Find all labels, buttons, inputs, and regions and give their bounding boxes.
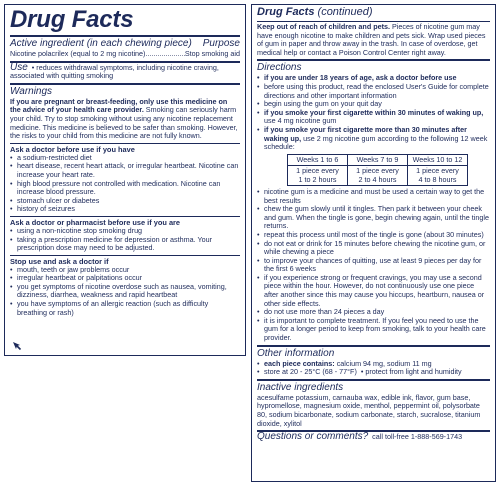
divider	[257, 345, 490, 347]
table-cell	[288, 166, 348, 186]
list-item: • to improve your chances of quitting, use at least 9 pieces per day for the first 6 weeks	[257, 257, 490, 274]
divider	[257, 59, 490, 61]
list-item: • chew the gum slowly until it tingles. Then park it between your cheek and gum. When the tingle is gone, begin chewing again, until the tingle returns.	[257, 205, 490, 231]
list-item: • a sodium-restricted diet	[10, 154, 240, 163]
divider	[10, 255, 240, 256]
cell-line: 1 to 2 hours	[298, 174, 337, 184]
active-ingredient-name: Nicotine polacrilex (equal to 2 mg nicotine)	[10, 49, 146, 58]
page-title: Drug Facts	[10, 6, 134, 33]
table-cell	[348, 166, 408, 186]
purpose-heading: Purpose	[202, 38, 240, 49]
list-item: • do not use more than 24 pieces a day	[257, 308, 490, 317]
cell-line: 1 piece every	[296, 166, 339, 176]
divider	[10, 143, 240, 144]
divider	[10, 83, 240, 85]
other-information-heading: Other information	[257, 347, 335, 359]
list-item: • it is important to complete treatment. If you feel you need to use the gum for a longer period to keep from smoking, talk to your health care provider.	[257, 317, 490, 343]
cell-line: 1 piece every	[416, 166, 459, 176]
drug-facts-left-panel	[4, 4, 246, 356]
keep-out-paragraph	[257, 23, 490, 57]
other-information-list	[257, 360, 490, 377]
list-item: • repeat this process until most of the tingle is gone (about 30 minutes)	[257, 231, 490, 240]
direction-text: use 2 mg nicotine gum according to the following 12 week schedule:	[264, 133, 488, 152]
list-item: • before using this product, read the enclosed User's Guide for complete directions and other important information	[257, 83, 490, 100]
questions-row	[257, 433, 490, 442]
list-item	[257, 126, 490, 152]
active-ingredient-heading: Active ingredient (in each chewing piece)	[10, 38, 192, 49]
other-bold: each piece contains:	[264, 358, 335, 368]
cell-line: 2 to 4 hours	[358, 174, 397, 184]
ask-pharmacist-list	[10, 227, 240, 253]
list-item: • do not eat or drink for 15 minutes before chewing the nicotine gum, or while chewing a piece	[257, 240, 490, 257]
table-header-cell: Weeks 1 to 6	[288, 154, 348, 165]
list-item: • high blood pressure not controlled with medication. Nicotine can increase blood pressure.	[10, 180, 240, 197]
table-row	[288, 166, 468, 186]
list-item: • you have symptoms of an allergic reaction (such as difficulty breathing or rash)	[10, 300, 240, 317]
list-item: • stomach ulcer or diabetes	[10, 197, 240, 206]
inactive-ingredients-heading: Inactive ingredients	[257, 381, 344, 393]
active-ingredient-row	[10, 50, 240, 59]
warnings-paragraph	[10, 98, 240, 141]
continued-title	[257, 6, 490, 19]
list-item: • using a non-nicotine stop smoking drug	[10, 227, 240, 236]
table-cell	[408, 166, 468, 186]
dosing-schedule-table	[287, 154, 468, 186]
protect-text: protect from light and humidity	[365, 367, 462, 377]
use-label: Use	[10, 61, 28, 73]
divider	[257, 379, 490, 381]
list-item: • nicotine gum is a medicine and must be used a certain way to get the best results	[257, 188, 490, 205]
directions-heading: Directions	[257, 62, 302, 74]
keep-out-bold: Keep out of reach of children and pets.	[257, 22, 390, 31]
drug-facts-right-panel	[251, 4, 496, 482]
directions-list	[257, 74, 490, 151]
table-row	[288, 154, 468, 165]
cell-line: 1 piece every	[356, 166, 399, 176]
use-text-1: • reduces withdrawal symptoms, including nicotine craving,	[31, 62, 219, 72]
direction-bold: if you smoke your first cigarette within 30 minutes of waking up,	[264, 107, 484, 117]
keep-out-text: Pieces of nicotine gum may have enough nicotine to make children and pets sick. Wrap used pieces of gum in paper and throw away in the trash. In case of overdose, get medical help or contact a Poison Control Center right away.	[257, 22, 486, 57]
continued-label: (continued)	[317, 6, 373, 18]
arrow-icon	[12, 341, 22, 351]
questions-text: call toll-free 1-888-569-1743	[372, 432, 463, 442]
divider	[10, 35, 240, 37]
direction-bold: if you smoke your first cigarette more than 30 minutes after waking up,	[264, 124, 467, 143]
list-item: • if you experience strong or frequent cravings, you may use a second piece within the hour. However, do not continuously use one piece after another since this may cause you hiccups, heartburn, nausea or other side effects.	[257, 274, 490, 308]
list-item: • taking a prescription medicine for depression or asthma. Your prescription dose may need to be adjusted.	[10, 236, 240, 253]
warnings-heading: Warnings	[10, 85, 53, 97]
list-item: • store at 20 - 25°C (68 - 77°F) • protect from light and humidity	[257, 368, 490, 377]
stop-use-list	[10, 266, 240, 318]
warnings-text: Smoking can seriously harm your child. Try to stop smoking without using any nicotine replacement medicine. This medicine is believed to be safer than smoking. However, the risks to your child from this medicine are not fully known.	[10, 105, 238, 141]
dot-leader	[145, 50, 184, 59]
stop-use-heading: Stop use and ask a doctor if	[10, 256, 109, 266]
warnings-bold: If you are pregnant or breast-feeding, only use this medicine on the advice of your health care provider.	[10, 96, 228, 115]
list-item: • begin using the gum on your quit day	[257, 100, 490, 109]
list-item: • mouth, teeth or jaw problems occur	[10, 266, 240, 275]
list-item: • heart disease, recent heart attack, or irregular heartbeat. Nicotine can increase your heart rate.	[10, 162, 240, 179]
list-item: • irregular heartbeat or palpitations occur	[10, 274, 240, 283]
use-text-2: associated with quitting smoking	[10, 71, 114, 81]
directions-list-continued	[257, 188, 490, 343]
list-item: • history of seizures	[10, 205, 240, 214]
divider	[10, 216, 240, 217]
ask-pharmacist-heading: Ask a doctor or pharmacist before use if you are	[10, 217, 181, 227]
continued-title-main: Drug Facts	[257, 6, 315, 18]
ask-doctor-heading: Ask a doctor before use if you have	[10, 144, 135, 154]
cell-line: 4 to 8 hours	[418, 174, 457, 184]
table-header-cell: Weeks 7 to 9	[348, 154, 408, 165]
list-item: • if you are under 18 years of age, ask a doctor before use	[257, 74, 490, 83]
direction-text: use 4 mg nicotine gum	[264, 116, 337, 126]
storage-text: store at 20 - 25°C (68 - 77°F)	[264, 367, 357, 377]
questions-heading: Questions or comments?	[257, 431, 369, 443]
list-item: • you get symptoms of nicotine overdose such as nausea, vomiting, dizziness, diarrhea, weakness and rapid heartbeat	[10, 283, 240, 300]
inactive-ingredients-text: acesulfame potassium, carnauba wax, edible ink, flavor, gum base, hypromellose, magnesium oxide, menthol, peppermint oil, polysorbate 80, sodium bicarbonate, sodium carbonate, starch, sucralose, titanium dioxide, xylitol	[257, 392, 481, 428]
list-item	[257, 109, 490, 126]
other-text: calcium 94 mg, sodium 11 mg	[334, 358, 432, 368]
ask-doctor-list	[10, 154, 240, 214]
table-header-cell: Weeks 10 to 12	[408, 154, 468, 165]
active-ingredient-purpose: Stop smoking aid	[184, 49, 240, 58]
